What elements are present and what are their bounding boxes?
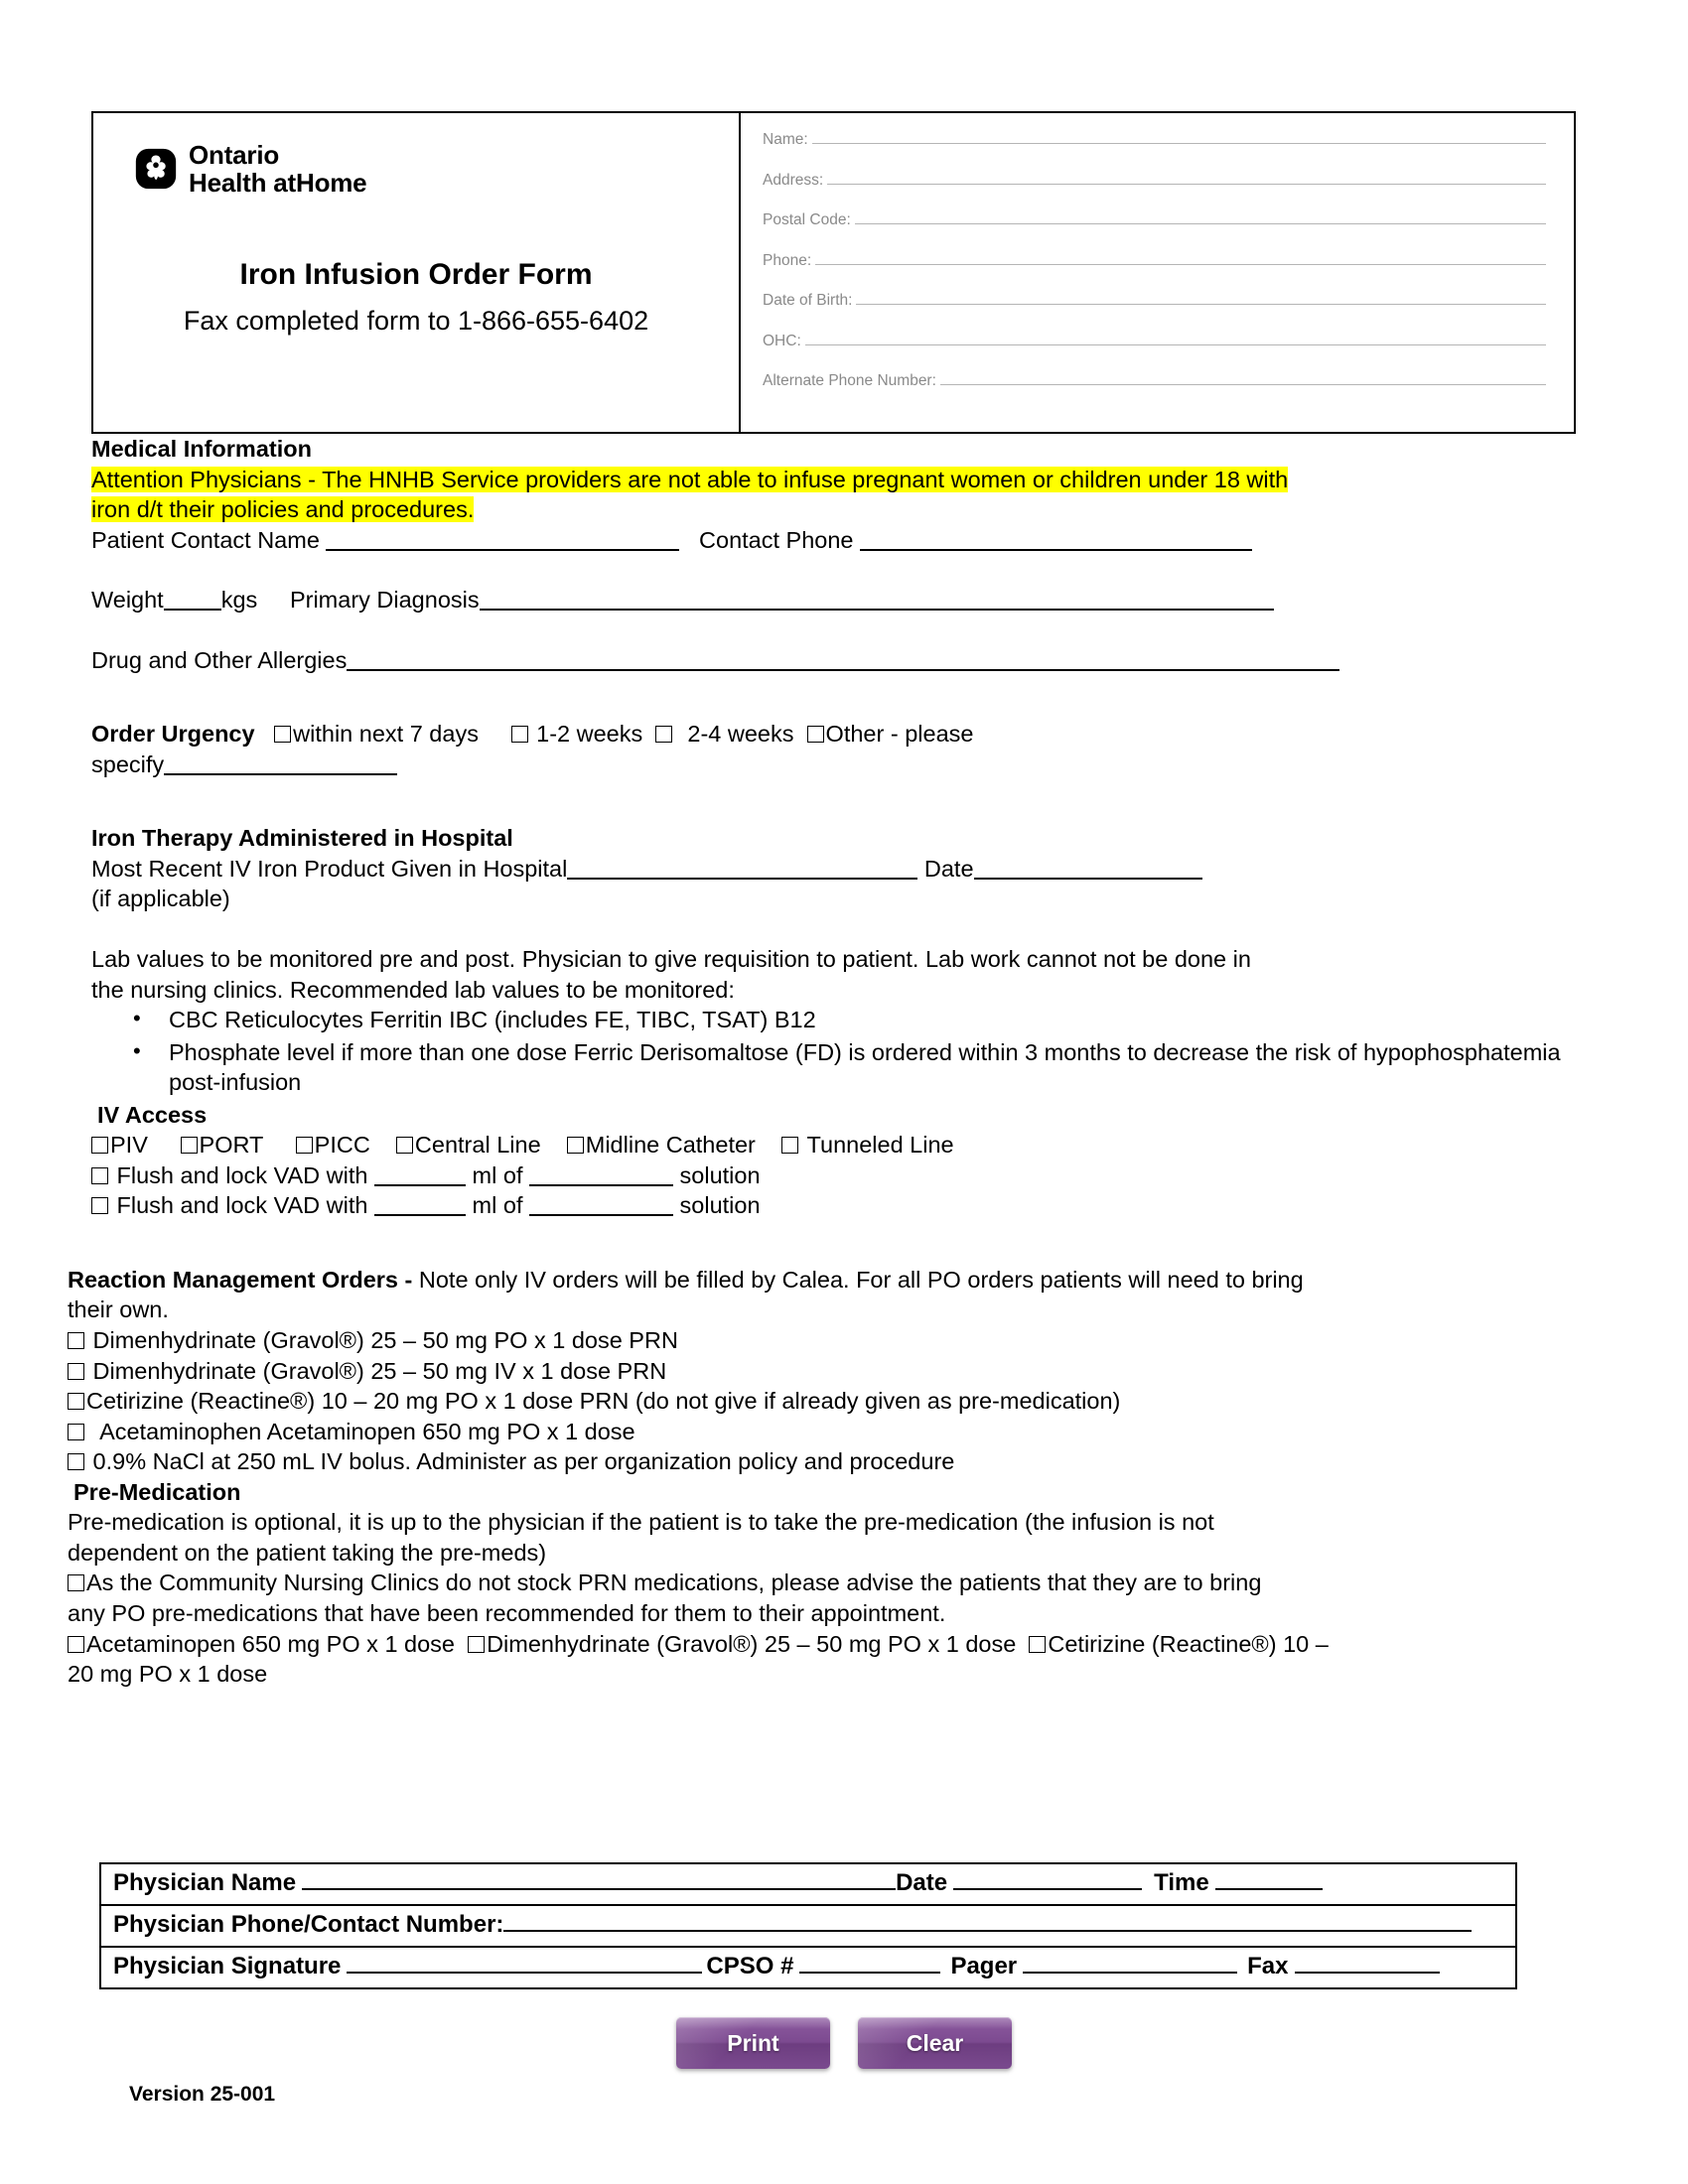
flush-lock-vad-row-2 (91, 1190, 1581, 1221)
physician-time-label: Time (1154, 1869, 1209, 1896)
iron-therapy-heading: Iron Therapy Administered in Hospital (91, 825, 513, 852)
physician-phone-label: Physician Phone/Contact Number: (113, 1911, 504, 1938)
iron-date-input[interactable] (974, 878, 1202, 880)
checkbox-1-2-weeks[interactable] (511, 726, 528, 743)
reaction-order-row (68, 1417, 1581, 1447)
premed-option-2: Cetirizine (Reactine®) 10 – (1048, 1630, 1329, 1657)
cpso-label: CPSO # (706, 1953, 794, 1979)
clear-button[interactable]: Clear (858, 2017, 1012, 2069)
order-urgency-row (91, 719, 1581, 750)
org-line-1: Ontario (189, 140, 280, 170)
reaction-order-label: Dimenhydrinate (Gravol®) 25 – 50 mg IV x 1 dose PRN (92, 1357, 667, 1384)
primary-diagnosis-input[interactable] (480, 609, 1274, 611)
patient-contact-name-input[interactable] (326, 549, 679, 551)
checkbox-midline-catheter[interactable] (567, 1137, 584, 1154)
flush-suffix: solution (679, 1192, 761, 1219)
checkbox-flush-lock-vad-1[interactable] (91, 1167, 108, 1184)
clinic-note-line-2-row: any PO pre-medications that have been recommended for them to their appointment. (68, 1599, 946, 1626)
field-blank-line[interactable] (827, 174, 1546, 185)
pre-medication-heading (73, 1477, 1581, 1508)
iv-access-options-row (91, 1130, 1581, 1160)
flush-mid: ml of (472, 1161, 523, 1188)
organization-logo (135, 141, 739, 197)
flush-prefix: Flush and lock VAD with (116, 1192, 368, 1219)
fax-instruction: Fax completed form to 1-866-655-6402 (183, 306, 649, 337)
checkbox-central-line[interactable] (396, 1137, 413, 1154)
clinic-stock-note-row (68, 1568, 1581, 1598)
patient-field-phone[interactable] (763, 252, 1546, 270)
physician-signature-box (99, 1862, 1517, 1989)
physician-signature-label: Physician Signature (113, 1953, 342, 1979)
checkbox-port[interactable] (181, 1137, 198, 1154)
reaction-order-row (68, 1356, 1581, 1387)
allergies-input[interactable] (347, 669, 1339, 671)
lab-values-list (91, 1005, 1581, 1098)
field-label: Date of Birth: (763, 292, 853, 309)
physician-signature-input[interactable] (347, 1972, 702, 1974)
list-item: • CBC Reticulocytes Ferritin IBC (includes FE, TIBC, TSAT) B12 (169, 1005, 1581, 1035)
physician-date-label: Date (896, 1869, 948, 1896)
pager-input[interactable] (1023, 1972, 1237, 1974)
field-label: Postal Code: (763, 211, 851, 228)
checkbox-piv[interactable] (91, 1137, 108, 1154)
header-left-panel (93, 113, 741, 432)
physician-time-input[interactable] (1215, 1888, 1323, 1890)
ontario-trillium-icon (135, 148, 177, 190)
checkbox-premed-acetaminopen[interactable] (68, 1636, 84, 1653)
physician-name-row (101, 1864, 1515, 1906)
iron-date-label: Date (923, 855, 974, 882)
checkbox-flush-lock-vad-2[interactable] (91, 1197, 108, 1214)
checkbox-premed-dimenhydrinate[interactable] (468, 1636, 485, 1653)
pre-medication-options-wrap: 20 mg PO x 1 dose (68, 1661, 268, 1688)
field-blank-line[interactable] (812, 133, 1546, 144)
field-blank-line[interactable] (856, 294, 1546, 305)
flush-mid: ml of (472, 1192, 523, 1219)
iv-option-piv: PIV (110, 1132, 148, 1159)
checkbox-dimenhydrinate-iv[interactable] (68, 1363, 84, 1380)
primary-diagnosis-label: Primary Diagnosis (289, 587, 480, 614)
field-label: OHC: (763, 332, 801, 349)
patient-demographics-panel (741, 113, 1574, 432)
if-applicable-note: (if applicable) (91, 886, 230, 912)
checkbox-within-7-days[interactable] (274, 726, 291, 743)
iv-access-heading-text: IV Access (97, 1101, 208, 1128)
reaction-order-row (68, 1446, 1581, 1477)
reaction-order-label: Cetirizine (Reactine®) 10 – 20 mg PO x 1 dose PRN (do not give if already given as pre-medication) (86, 1388, 1121, 1415)
patient-field-alternate-phone[interactable] (763, 372, 1546, 390)
flush-volume-input-2[interactable] (374, 1214, 466, 1216)
organization-name (189, 141, 366, 197)
iv-access-heading (91, 1100, 1581, 1131)
attention-line-2: iron d/t their policies and procedures. (91, 496, 475, 523)
order-urgency-specify-row (91, 750, 1581, 780)
patient-field-postal-code[interactable] (763, 211, 1546, 229)
most-recent-iron-row (91, 854, 1581, 885)
checkbox-nacl-bolus[interactable] (68, 1453, 84, 1470)
flush-solution-input-2[interactable] (529, 1214, 673, 1216)
weight-diagnosis-row (91, 585, 1581, 615)
reaction-management-note-2-row (68, 1295, 1581, 1325)
pre-medication-heading-text: Pre-Medication (73, 1478, 241, 1505)
list-item: • Phosphate level if more than one dose Ferric Derisomaltose (FD) is ordered within 3 months to decrease the risk of hypophosphatemia post-infusion (169, 1037, 1581, 1098)
checkbox-acetaminophen[interactable] (68, 1424, 84, 1440)
reaction-order-label: Acetaminophen Acetaminopen 650 mg PO x 1 dose (99, 1418, 635, 1444)
patient-contact-name-label: Patient Contact Name (91, 526, 320, 553)
specify-input[interactable] (164, 773, 397, 775)
allergies-row (91, 645, 1581, 676)
physician-name-input[interactable] (302, 1888, 896, 1890)
flush-volume-input-1[interactable] (374, 1184, 466, 1186)
pager-label: Pager (950, 1953, 1018, 1979)
version-label: Version 25-001 (129, 2083, 276, 2106)
field-label: Address: (763, 171, 824, 189)
iv-option-tunneled-line: Tunneled Line (806, 1132, 954, 1159)
fax-input[interactable] (1295, 1972, 1440, 1974)
fax-label: Fax (1247, 1953, 1289, 1979)
checkbox-dimenhydrinate-po[interactable] (68, 1332, 84, 1349)
pre-medication-options-row (68, 1629, 1581, 1660)
form-action-bar (0, 2017, 1688, 2069)
patient-field-name[interactable] (763, 131, 1546, 149)
weight-unit: kgs (220, 587, 258, 614)
reaction-management-note-1: Note only IV orders will be filled by Calea. For all PO orders patients will need to bring (418, 1266, 1304, 1293)
field-blank-line[interactable] (805, 335, 1546, 345)
checkbox-picc[interactable] (296, 1137, 313, 1154)
checkbox-tunneled-line[interactable] (781, 1137, 798, 1154)
premed-option-1: Dimenhydrinate (Gravol®) 25 – 50 mg PO x 1 dose (487, 1630, 1017, 1657)
most-recent-iron-label: Most Recent IV Iron Product Given in Hospital (91, 855, 568, 882)
lab-intro-line-2: the nursing clinics. Recommended lab values to be monitored: (91, 976, 735, 1003)
org-line-2: Health atHome (189, 168, 367, 199)
checkbox-clinic-stock-note[interactable] (68, 1574, 84, 1591)
field-label: Alternate Phone Number: (763, 372, 936, 389)
order-urgency-option-1: 1-2 weeks (536, 721, 643, 748)
physician-signature-row (101, 1948, 1515, 1987)
physician-name-label: Physician Name (113, 1869, 297, 1896)
reaction-management-heading: Reaction Management Orders - (68, 1266, 413, 1293)
attention-physicians-notice (91, 465, 1581, 495)
reaction-order-row (68, 1325, 1581, 1356)
iv-option-central-line: Central Line (414, 1132, 541, 1159)
field-label: Name: (763, 131, 808, 148)
pre-medication-intro-2: dependent on the patient taking the pre-meds) (68, 1539, 547, 1566)
lab-intro-line-1: Lab values to be monitored pre and post. Physician to give requisition to patient. Lab work cannot not be done in (91, 946, 1251, 973)
order-urgency-option-0: within next 7 days (293, 721, 479, 748)
weight-input[interactable] (164, 609, 221, 611)
specify-label: specify (91, 751, 165, 777)
reaction-management-intro (68, 1265, 1581, 1296)
weight-label: Weight (91, 587, 164, 614)
order-urgency-option-2: 2-4 weeks (687, 721, 794, 748)
field-blank-line[interactable] (815, 254, 1546, 265)
patient-contact-row (91, 525, 1581, 556)
iv-option-picc: PICC (314, 1132, 370, 1159)
pre-medication-intro-1: Pre-medication is optional, it is up to the physician if the patient is to take the pre-medication (the infusion is not (68, 1509, 1214, 1536)
reaction-order-row (68, 1386, 1581, 1417)
allergies-label: Drug and Other Allergies (91, 646, 348, 673)
flush-solution-input-1[interactable] (529, 1184, 673, 1186)
iv-option-port: PORT (199, 1132, 263, 1159)
physician-phone-input[interactable] (503, 1930, 1472, 1932)
reaction-management-note-2: their own. (68, 1297, 169, 1323)
most-recent-iron-input[interactable] (567, 878, 917, 880)
form-header-box (91, 111, 1576, 434)
flush-lock-vad-row-1 (91, 1160, 1581, 1191)
reaction-order-label: 0.9% NaCl at 250 mL IV bolus. Administer as per organization policy and procedure (92, 1448, 955, 1475)
premed-option-0: Acetaminopen 650 mg PO x 1 dose (86, 1630, 455, 1657)
attention-line-1: Attention Physicians - The HNHB Service providers are not able to infuse pregnant women or children under 18 with (91, 466, 1289, 492)
flush-suffix: solution (679, 1161, 761, 1188)
checkbox-other[interactable] (807, 726, 824, 743)
contact-phone-label: Contact Phone (699, 526, 854, 553)
print-button[interactable]: Print (676, 2017, 830, 2069)
clinic-note-line-1: As the Community Nursing Clinics do not stock PRN medications, please advise the patients that they are to bring (86, 1570, 1262, 1596)
field-blank-line[interactable] (940, 374, 1546, 385)
form-body (68, 434, 1581, 1690)
contact-phone-input[interactable] (860, 549, 1252, 551)
patient-field-date-of-birth[interactable] (763, 292, 1546, 310)
order-urgency-option-3: Other - please (825, 721, 974, 748)
checkbox-cetirizine-prn[interactable] (68, 1393, 84, 1410)
medical-information-heading: Medical Information (91, 436, 312, 462)
physician-date-input[interactable] (953, 1888, 1142, 1890)
field-blank-line[interactable] (855, 213, 1546, 224)
patient-field-ohc[interactable] (763, 333, 1546, 350)
patient-field-address[interactable] (763, 172, 1546, 190)
page-title: Iron Infusion Order Form (239, 258, 593, 292)
cpso-input[interactable] (799, 1972, 940, 1974)
reaction-order-label: Dimenhydrinate (Gravol®) 25 – 50 mg PO x 1 dose PRN (92, 1327, 678, 1354)
iv-option-midline-catheter: Midline Catheter (585, 1132, 756, 1159)
checkbox-2-4-weeks[interactable] (655, 726, 672, 743)
checkbox-premed-cetirizine[interactable] (1029, 1636, 1046, 1653)
flush-prefix: Flush and lock VAD with (116, 1161, 368, 1188)
physician-phone-row (101, 1906, 1515, 1948)
order-urgency-heading: Order Urgency (91, 721, 255, 748)
field-label: Phone: (763, 251, 812, 269)
